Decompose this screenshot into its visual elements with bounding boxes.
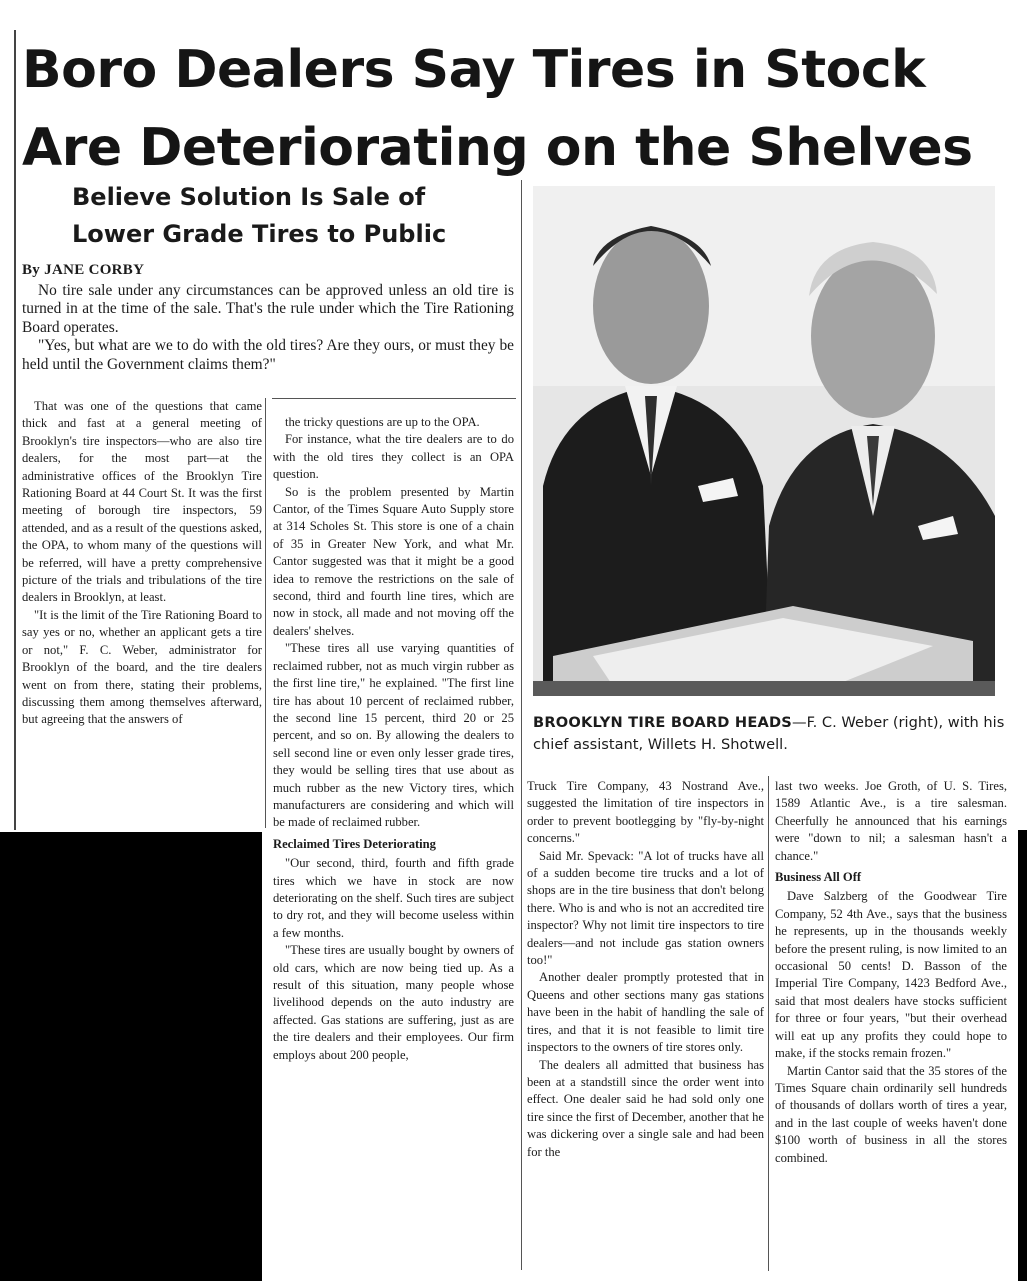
paragraph: That was one of the questions that came thick and fast at a general meeting of Brooklyn's tire inspectors—who are also tire dealers, for the most part—at the administrative offices of the Brooklyn Tire Rationing Board at 44 Court St. It was the first meeting of borough tire inspectors, 59 attended, and as a result of the questions asked, the OPA, to whom many of the questions will be referred, will have a pretty comprehensive picture of the trials and tribulations of the tire dealers in Brooklyn, at least. bbox=[22, 399, 262, 605]
paragraph: "It is the limit of the Tire Rationing Board to say yes or no, whether an applicant gets a tire or not," F. C. Weber, administrator for Brooklyn of the board, and the tire dealers went on from there, stating their problems, discussing them among themselves afterward, but agreeing that the answers of bbox=[22, 607, 262, 727]
lead-paragraph: "Yes, but what are we to do with the old tires? Are they ours, or must they be held until the Government claims them?" bbox=[22, 337, 514, 373]
headline-line-2: Are Deteriorating on the Shelves bbox=[22, 118, 973, 178]
column-rule-3 bbox=[768, 776, 769, 1271]
paragraph: For instance, what the tire dealers are to do with the old tires they collect is an OPA question. bbox=[273, 432, 514, 482]
paragraph: Martin Cantor said that the 35 stores of the Times Square chain ordinarily sell hundreds of thousands of dollars worth of tires a year, and in the last couple of weeks haven't done $100 worth of business in all the stores combined. bbox=[775, 1063, 1007, 1165]
subheadline-line-1: Believe Solution Is Sale of bbox=[72, 183, 426, 211]
column-rule-1 bbox=[265, 398, 266, 828]
scan-black-area bbox=[0, 832, 262, 1281]
paragraph: the tricky questions are up to the OPA. bbox=[285, 415, 480, 429]
caption-text: —F. C. Weber (right), with his chief assistant, Willets H. Shotwell. bbox=[533, 714, 1005, 753]
subheadline-line-2: Lower Grade Tires to Public bbox=[72, 220, 447, 248]
article-column-4 bbox=[775, 778, 1007, 1268]
column-subhead-business: Business All Off bbox=[775, 870, 862, 885]
paragraph: The dealers all admitted that business has been at a standstill since the order went into effect. One dealer said he had sold only one tire since the first of December, another that he was dickering over a single sale and had been for the bbox=[527, 1057, 764, 1159]
scan-black-edge bbox=[1018, 830, 1027, 1281]
paragraph: Said Mr. Spevack: "A lot of trucks have all of a sudden become tire trucks and a lot of shops are in the tire business that don't belong there. Who is and who is not an accredited tire inspector? Why not limit tire inspectors to tire dealers—and not include gas station owners too!" bbox=[527, 848, 764, 968]
column-rule-top bbox=[272, 398, 516, 399]
headline-line-1: Boro Dealers Say Tires in Stock bbox=[22, 40, 926, 100]
article-column-3 bbox=[527, 778, 764, 1268]
paragraph: Dave Salzberg of the Goodwear Tire Company, 52 4th Ave., says that the business he represents, up in the thousands weekly before the present ruling, is now limited to an occasional 50 cents! D. Basson of the Imperial Tire Company, 1423 Bedford Ave., said that most dealers have stocks sufficient for three or four years, "but their overhead will eat up any profits they could hope to make, if the stocks remain frozen." bbox=[775, 889, 1007, 1061]
caption-lead: BROOKLYN TIRE BOARD HEADS bbox=[533, 714, 793, 731]
photo-tire-board-heads bbox=[533, 186, 995, 696]
lead-paragraphs bbox=[22, 282, 514, 374]
photo-illustration bbox=[533, 186, 995, 696]
column-subhead-reclaimed: Reclaimed Tires Deteriorating bbox=[273, 836, 436, 851]
article-column-2 bbox=[273, 414, 514, 1280]
column-rule-2 bbox=[521, 180, 522, 1270]
lead-paragraph: No tire sale under any circumstances can be approved unless an old tire is turned in at the time of the sale. That's the rule under which the Tire Rationing Board operates. bbox=[22, 282, 514, 336]
paragraph: last two weeks. Joe Groth, of U. S. Tires, 1589 Atlantic Ave., is a tire salesman. Cheerfully he announced that his earnings were "down to nil; a salesman hasn't a chance." bbox=[775, 779, 1007, 863]
paragraph: "Our second, third, fourth and fifth grade tires which we have in stock are now deteriorating on the shelf. Such tires are subject to dry rot, and they will become useless within a few months. bbox=[273, 856, 514, 940]
byline: By JANE CORBY bbox=[22, 262, 145, 278]
paragraph: Another dealer promptly protested that in Queens and other sections many gas stations have been in the habit of handling the sale of tires, and that it is not feasible to limit tire inspectors to the owners of tire stores only. bbox=[527, 970, 764, 1055]
paragraph: "These tires are usually bought by owners of old cars, which are now being tied up. As a result of this situation, many people whose livelihood depends on the auto industry are affected. Gas stations are suffering, just as are the tire dealers and their employees. Our firm employs about 200 people, bbox=[273, 943, 514, 1062]
page-border bbox=[14, 30, 16, 830]
paragraph: Truck Tire Company, 43 Nostrand Ave., suggested the limitation of tire inspectors in order to prevent bootlegging by "fly-by-night concerns." bbox=[527, 779, 764, 846]
paragraph: "These tires all use varying quantities of reclaimed rubber, not as much virgin rubber as the first line tire," he explained. "The first line tire has about 10 percent of reclaimed rubber, the second line 15 percent, third 20 or 25 percent, and so on. By allowing the dealers to sell second line or even only lesser grade tires, they would be selling tires that use about as much rubber as the new Victory tires, which manufacturers are considering and which will be made of reclaimed rubber. bbox=[273, 641, 514, 830]
article-column-1 bbox=[22, 398, 262, 822]
paragraph: So is the problem presented by Martin Cantor, of the Times Square Auto Supply store at 314 Scholes St. This store is one of a chain of 35 in Greater New York, and what Mr. Cantor suggested was that it might be a good idea to remove the restrictions on the sale of second, third and fourth line tires, which are now in stock, all made and not moving off the dealers' shelves. bbox=[273, 484, 514, 638]
photo-caption bbox=[533, 712, 1013, 756]
